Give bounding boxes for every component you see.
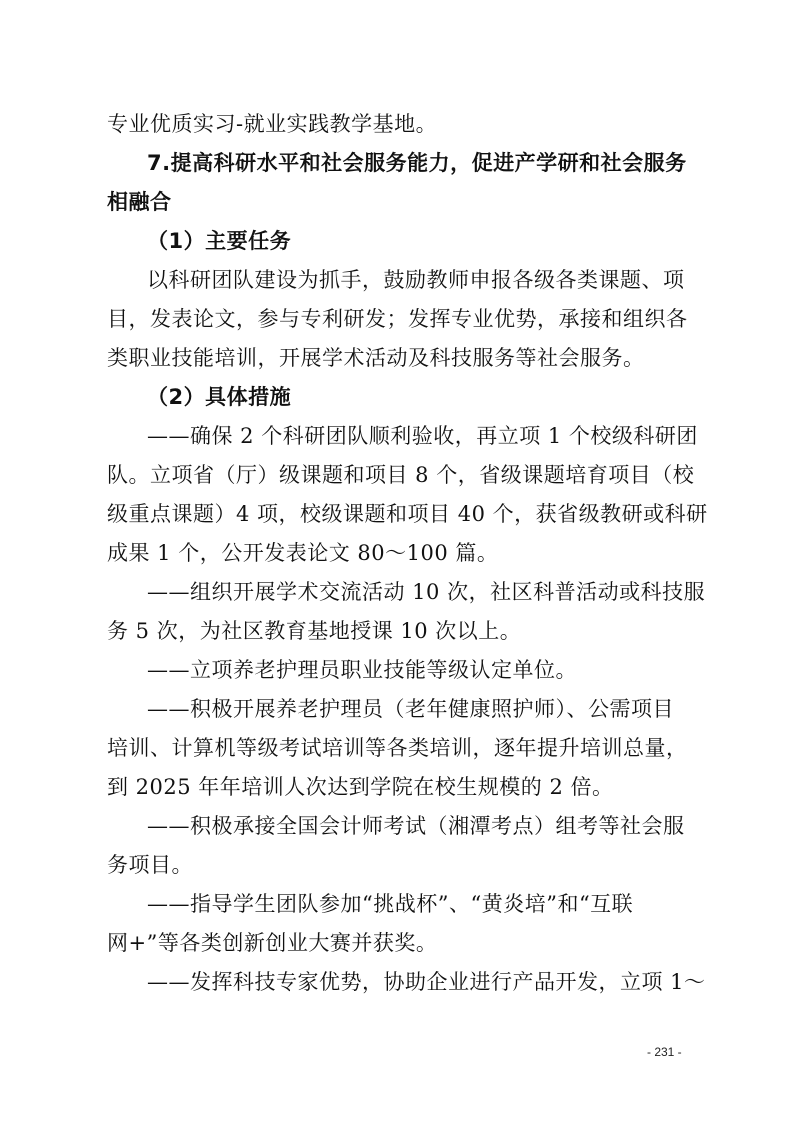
- page-number: - 231 -: [647, 1045, 682, 1059]
- section-heading-continued: 相融合: [107, 190, 172, 214]
- body-text-line: 成果 1 个，公开发表论文 80～100 篇。: [107, 541, 499, 565]
- body-text-line: ——确保 2 个科研团队顺利验收，再立项 1 个校级科研团: [147, 424, 698, 448]
- body-text-line: 务 5 次，为社区教育基地授课 10 次以上。: [107, 619, 522, 643]
- body-text-line: 专业优质实习-就业实践教学基地。: [107, 112, 438, 136]
- body-text-line: 以科研团队建设为抓手，鼓励教师申报各级各类课题、项: [147, 268, 685, 292]
- body-text-line: 培训、计算机等级考试培训等各类培训，逐年提升培训总量，: [107, 736, 688, 760]
- body-text-line: ——指导学生团队参加“挑战杯”、“黄炎培”和“互联: [147, 892, 634, 916]
- body-text-line: ——积极承接全国会计师考试（湘潭考点）组考等社会服: [147, 814, 685, 838]
- body-text-line: 务项目。: [107, 853, 193, 877]
- body-text-line: 队。立项省（厅）级课题和项目 8 个，省级课题培育项目（校: [107, 463, 695, 487]
- body-text-line: 到 2025 年年培训人次达到学院在校生规模的 2 倍。: [107, 775, 614, 799]
- body-text-line: ——发挥科技专家优势，协助企业进行产品开发，立项 1～: [147, 970, 706, 994]
- body-text-line: ——组织开展学术交流活动 10 次，社区科普活动或科技服: [147, 580, 706, 604]
- section-heading: 7.提高科研水平和社会服务能力，促进产学研和社会服务: [147, 151, 687, 175]
- subheading-main-tasks: （1）主要任务: [147, 229, 292, 253]
- body-text-line: 目，发表论文，参与专利研发；发挥专业优势，承接和组织各: [107, 307, 688, 331]
- subheading-specific-measures: （2）具体措施: [147, 385, 292, 409]
- body-text-line: 类职业技能培训，开展学术活动及科技服务等社会服务。: [107, 346, 645, 370]
- body-text-line: 级重点课题）4 项，校级课题和项目 40 个，获省级教研或科研: [107, 502, 708, 526]
- body-text-line: ——立项养老护理员职业技能等级认定单位。: [147, 658, 577, 682]
- body-text-line: 网+”等各类创新创业大赛并获奖。: [107, 931, 438, 955]
- body-text-line: ——积极开展养老护理员（老年健康照护师）、公需项目: [147, 697, 674, 721]
